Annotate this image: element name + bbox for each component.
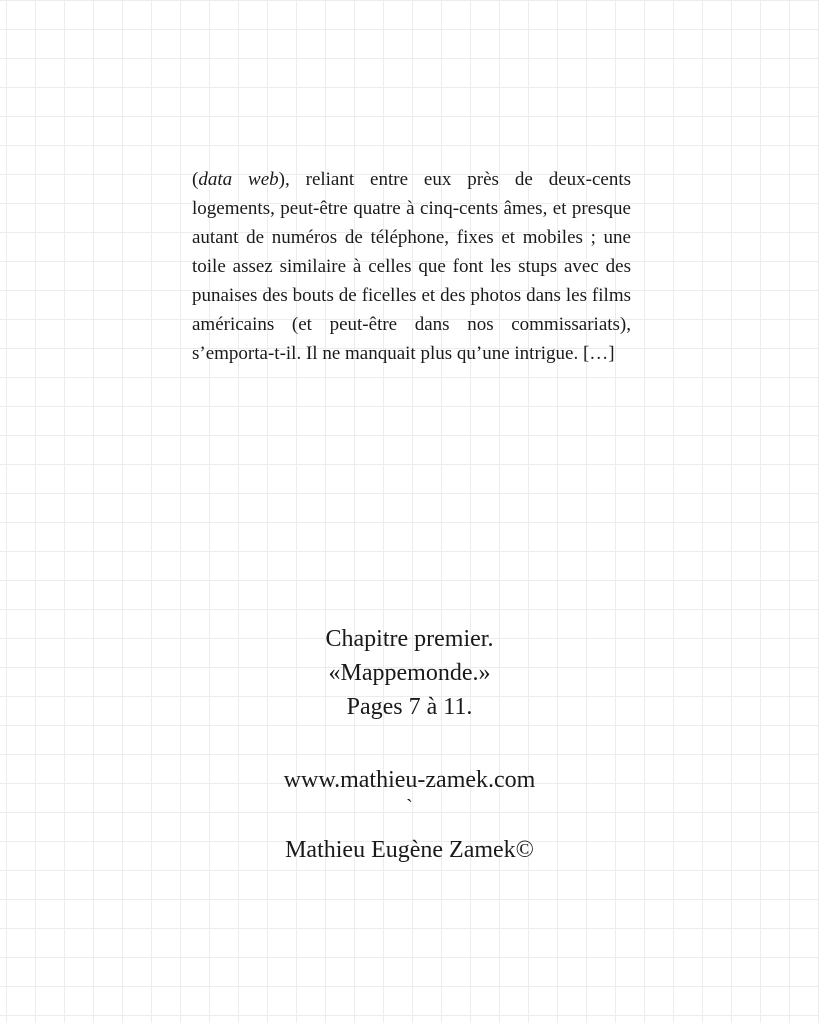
excerpt-paragraph	[192, 165, 631, 368]
excerpt-italic-term: data web	[198, 169, 279, 190]
excerpt-body-text: ), reliant entre eux près de deux-cents logements, peut-être quatre à cinq-cents âmes, et presque autant de numéros de téléphone, fixes et mobiles ; une toile assez similaire à celles que font les stups avec des punaises des bouts de ficelles et des photos dans les films américains (et peut-être dans nos commissariats), s’emporta-t-il. Il ne manquait plus qu’une intrigue. […]	[192, 169, 631, 364]
grave-accent-mark: `	[406, 796, 413, 818]
author-info	[0, 833, 819, 867]
chapter-subtitle: «Mappemonde.»	[328, 660, 491, 686]
website-info	[0, 763, 819, 797]
chapter-pages: Pages 7 à 11.	[346, 694, 473, 720]
chapter-info	[0, 622, 819, 724]
website-url: www.mathieu-zamek.com	[283, 767, 536, 793]
author-credit: Mathieu Eugène Zamek©	[285, 837, 534, 863]
chapter-title: Chapitre premier.	[325, 626, 494, 652]
excerpt-open-paren: (	[192, 169, 199, 190]
